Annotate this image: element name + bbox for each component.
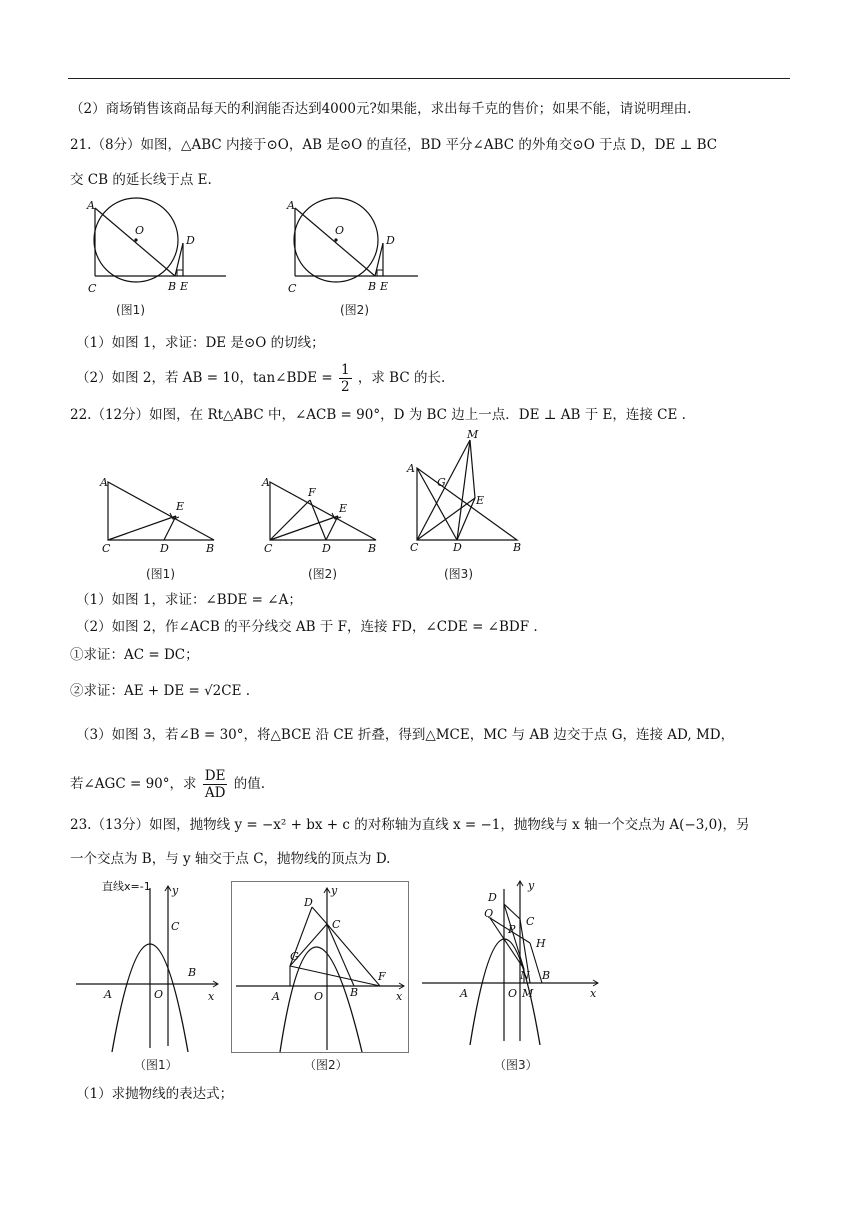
label-D: D <box>160 542 169 554</box>
label-x: x <box>208 990 215 1003</box>
q23-fig2-caption: （图2） <box>304 1058 348 1072</box>
label-C: C <box>332 918 341 931</box>
label-C: C <box>102 542 111 554</box>
label-O: O <box>154 988 164 1001</box>
q21-part2-post: ，求 BC 的长. <box>357 370 446 386</box>
q22-part1: （1）如图 1，求证：∠BDE = ∠A； <box>76 592 302 608</box>
label-Q: Q <box>484 907 494 920</box>
label-B: B <box>368 280 377 293</box>
label-A: A <box>262 476 270 489</box>
label-D: D <box>386 234 395 247</box>
q23-fig1-caption: （图1） <box>134 1058 178 1072</box>
label-D: D <box>453 541 462 554</box>
label-O: O <box>335 224 345 237</box>
label-x: x <box>590 987 597 1000</box>
q21-fig2-caption: (图2) <box>340 303 369 317</box>
label-B: B <box>542 969 551 982</box>
q21-figure-1 <box>80 196 240 298</box>
fraction-denominator: AD <box>204 785 226 801</box>
q23-stem-cont: 一个交点为 B，与 y 轴交于点 C，抛物线的顶点为 D. <box>70 851 391 867</box>
fraction-denominator: 2 <box>340 379 350 395</box>
label-E: E <box>339 502 348 515</box>
q22-part3-pre: 若∠AGC = 90°，求 <box>70 776 197 792</box>
label-y: y <box>172 884 179 897</box>
label-P: P <box>508 923 516 936</box>
label-C: C <box>410 541 419 554</box>
q21-part2-pre: （2）如图 2，若 AB = 10，tan∠BDE = <box>76 370 333 386</box>
q22-figure-3 <box>405 428 535 554</box>
q22-fig3-caption: (图3) <box>444 567 473 581</box>
label-E: E <box>176 500 185 513</box>
q22-fraction <box>203 768 228 801</box>
q22-part3: （3）如图 3，若∠B = 30°，将△BCE 沿 CE 折叠，得到△MCE，MC 与 AB 边交于点 G，连接 AD, MD， <box>76 727 735 743</box>
q23-figure-1 <box>72 876 222 1052</box>
label-B: B <box>168 280 177 293</box>
label-M: M <box>467 428 479 441</box>
q22-part2-b: ②求证：AE + DE = √2CE . <box>70 683 251 699</box>
label-y: y <box>331 884 338 897</box>
label-H: H <box>536 937 546 950</box>
q23-figure-3 <box>418 877 602 1045</box>
fraction-numerator: 1 <box>340 362 350 378</box>
label-A: A <box>407 462 415 475</box>
q21-part2 <box>76 362 445 395</box>
label-y: y <box>528 879 535 892</box>
label-D: D <box>304 896 313 909</box>
label-C: C <box>171 920 180 933</box>
q21-stem: 21.（8分）如图，△ABC 内接于⊙O，AB 是⊙O 的直径，BD 平分∠ABC 的外角交⊙O 于点 D，DE ⊥ BC <box>70 137 718 153</box>
q23-figure-2 <box>231 881 409 1053</box>
label-O: O <box>135 224 145 237</box>
q21-part1: （1）如图 1，求证：DE 是⊙O 的切线； <box>76 335 325 351</box>
label-O: O <box>314 990 324 1003</box>
q22-part2: （2）如图 2，作∠ACB 的平分线交 AB 于 F，连接 FD，∠CDE = ∠BDF . <box>76 619 538 635</box>
q22-figure-1 <box>96 474 226 554</box>
label-A: A <box>460 987 468 1000</box>
label-E: E <box>476 494 485 507</box>
label-O: O <box>508 987 518 1000</box>
q22-stem: 22.（12分）如图，在 Rt△ABC 中，∠ACB = 90°，D 为 BC 边上一点．DE ⊥ AB 于 E，连接 CE . <box>70 407 686 423</box>
label-G: G <box>437 476 446 489</box>
q22-figure-2 <box>258 474 388 554</box>
q21-fraction <box>339 362 352 395</box>
q23-stem: 23.（13分）如图，抛物线 y = −x² + bx + c 的对称轴为直线 x = −1，抛物线与 x 轴一个交点为 A(−3,0)，另 <box>70 817 750 833</box>
axis-line-label: 直线x=-1 <box>102 880 151 893</box>
label-B: B <box>368 542 377 554</box>
q22-part2-a: ①求证：AC = DC； <box>70 647 199 663</box>
label-x: x <box>396 990 403 1003</box>
label-A: A <box>272 990 280 1003</box>
q21-figure-2 <box>280 196 440 298</box>
q22-part3-post: 的值. <box>233 776 266 792</box>
label-A: A <box>104 988 112 1001</box>
q20-part2: （2）商场销售该商品每天的利润能否达到4000元?如果能，求出每千克的售价；如果不能，请说明理由. <box>70 101 692 117</box>
label-D: D <box>322 542 331 554</box>
label-A: A <box>100 476 108 489</box>
label-F: F <box>308 486 316 499</box>
label-C: C <box>526 915 535 928</box>
label-B: B <box>513 541 522 554</box>
label-E: E <box>180 280 189 293</box>
q22-fig2-caption: (图2) <box>308 567 337 581</box>
q22-part3-cont <box>70 768 265 801</box>
label-G: G <box>290 950 299 963</box>
q22-fig1-caption: (图1) <box>146 567 175 581</box>
label-D: D <box>488 891 497 904</box>
header-rule <box>68 78 790 79</box>
label-D: D <box>186 234 195 247</box>
label-B: B <box>188 966 197 979</box>
label-F: F <box>378 970 386 983</box>
q21-fig1-caption: (图1) <box>116 303 145 317</box>
label-M: M <box>522 987 534 1000</box>
label-A: A <box>87 199 95 212</box>
label-B: B <box>206 542 215 554</box>
q21-stem-cont: 交 CB 的延长线于点 E. <box>70 172 212 188</box>
label-C: C <box>288 282 297 295</box>
label-C: C <box>88 282 97 295</box>
label-N: N <box>520 969 530 982</box>
q23-fig3-caption: （图3） <box>494 1058 538 1072</box>
label-A: A <box>287 199 295 212</box>
label-C: C <box>264 542 273 554</box>
label-B: B <box>350 986 359 999</box>
fraction-numerator: DE <box>204 768 226 784</box>
label-E: E <box>380 280 389 293</box>
q23-part1: （1）求抛物线的表达式； <box>76 1086 234 1102</box>
